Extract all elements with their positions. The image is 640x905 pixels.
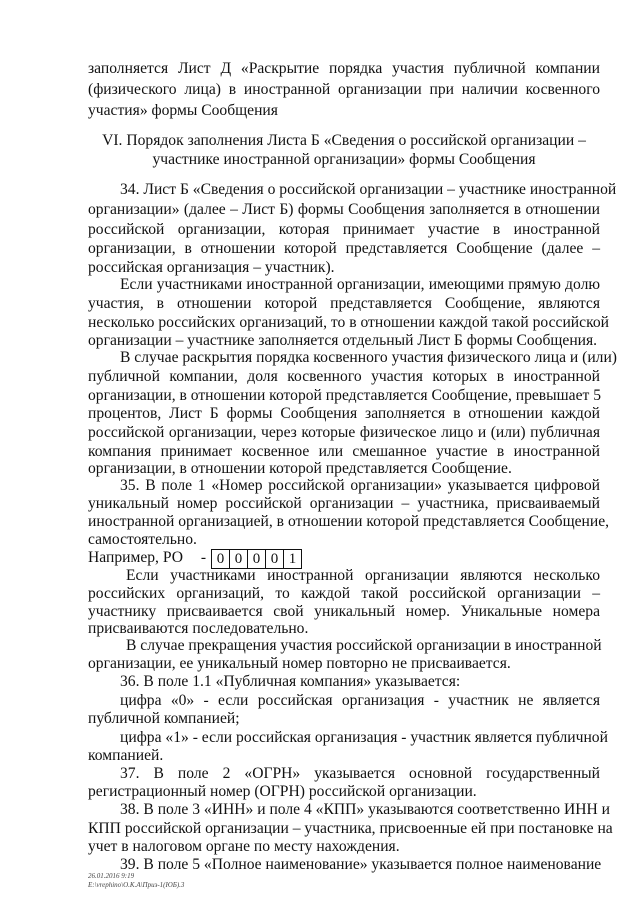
text-line: Если участниками иностранной организации являются несколько [126, 567, 600, 584]
text-line: несколько российских организаций, то в отношении каждой такой российской [88, 314, 609, 331]
text-line: публичной компании, доля косвенного участия которых в иностранной [88, 368, 600, 385]
text-line: компания принимает косвенное или смешанное участие в иностранной [88, 443, 600, 460]
code-digit: 0 [211, 549, 230, 569]
section-heading: участнике иностранной организации» формы Сообщения [152, 151, 536, 168]
text-line: уникальный номер российской организации – участника, присваиваемый [88, 495, 600, 512]
example-label: Например, РО [88, 549, 183, 566]
text-line: В случае прекращения участия российской организации в иностранной [126, 637, 602, 654]
text-line: компанией. [88, 747, 164, 764]
text-line: В случае раскрытия порядка косвенного участия физического лица и (или) [120, 349, 617, 366]
text-line: организации, в отношении которой представляется Сообщение, превышает 5 [88, 387, 602, 404]
text-line: (физического лица) в иностранной организации при наличии косвенного [88, 81, 600, 98]
code-digit: 0 [247, 549, 266, 569]
text-line: цифра «1» - если российская организация - участник является публичной [120, 729, 608, 746]
code-digit: 0 [229, 549, 248, 569]
code-digit: 0 [265, 549, 284, 569]
text-line: организации» (далее – Лист Б) формы Сообщения заполняется в отношении [88, 201, 600, 218]
code-digit: 1 [283, 549, 302, 569]
text-line: процентов, Лист Б формы Сообщения заполняется в отношении каждой [88, 405, 600, 422]
footer-filepath: E:\vrephino\О.К.А\Приз-1(ЮБ).3 [88, 881, 185, 889]
text-line: российская организация – участник). [88, 259, 335, 276]
code-boxes [212, 549, 302, 569]
text-line: участия» формы Сообщения [88, 102, 278, 119]
text-line: организации, в отношении которой представляется Сообщение (далее – [88, 240, 600, 257]
text-line: российской организации, через которые физическое лицо и (или) публичная [88, 424, 600, 441]
text-line: регистрационный номер (ОГРН) российской организации. [88, 783, 477, 800]
text-line: заполняется Лист Д «Раскрытие порядка участия публичной компании [88, 60, 600, 77]
example-dash: - [200, 549, 207, 566]
text-line: КПП российской организации – участника, присвоенные ей при постановке на [88, 820, 613, 837]
section-heading: VI. Порядок заполнения Листа Б «Сведения о российской организации – [102, 132, 586, 149]
text-line: самостоятельно. [88, 531, 197, 548]
text-line: Если участниками иностранной организации, имеющими прямую долю [120, 276, 600, 293]
text-line: 39. В поле 5 «Полное наименование» указывается полное наименование [120, 856, 602, 873]
text-line: организации – участнике заполняется отдельный Лист Б формы Сообщения. [88, 332, 598, 349]
text-line: организации, ее уникальный номер повторно не присваивается. [88, 655, 511, 672]
text-line: иностранной организацией, в отношении которой представляется Сообщение, [88, 513, 610, 530]
text-line: присваиваются последовательно. [88, 620, 309, 637]
text-line: 36. В поле 1.1 «Публичная компания» указывается: [120, 673, 461, 690]
text-line: 38. В поле 3 «ИНН» и поле 4 «КПП» указываются соответственно ИНН и [120, 801, 610, 818]
text-line: 34. Лист Б «Сведения о российской организации – участнике иностранной [120, 181, 617, 198]
text-line: организации, в отношении которой представляется Сообщение. [88, 460, 512, 477]
text-line: участнику присваивается свой уникальный номер. Уникальные номера [88, 603, 600, 620]
text-line: участия, в отношении которой представляется Сообщение, являются [88, 295, 600, 312]
text-line: 35. В поле 1 «Номер российской организации» указывается цифровой [120, 477, 600, 494]
example-line [88, 549, 302, 569]
text-line: публичной компанией; [88, 710, 240, 727]
text-line: российской организации, которая принимает участие в иностранной [88, 221, 600, 238]
text-line: 37. В поле 2 «ОГРН» указывается основной государственный [120, 765, 600, 782]
text-line: цифра «0» - если российская организация - участник не является [120, 692, 600, 709]
footer-timestamp: 26.01.2016 9:19 [88, 872, 135, 880]
text-line: российских организаций, то каждой такой российской организации – [88, 585, 600, 602]
text-line: учет в налоговом органе по месту нахождения. [88, 838, 400, 855]
